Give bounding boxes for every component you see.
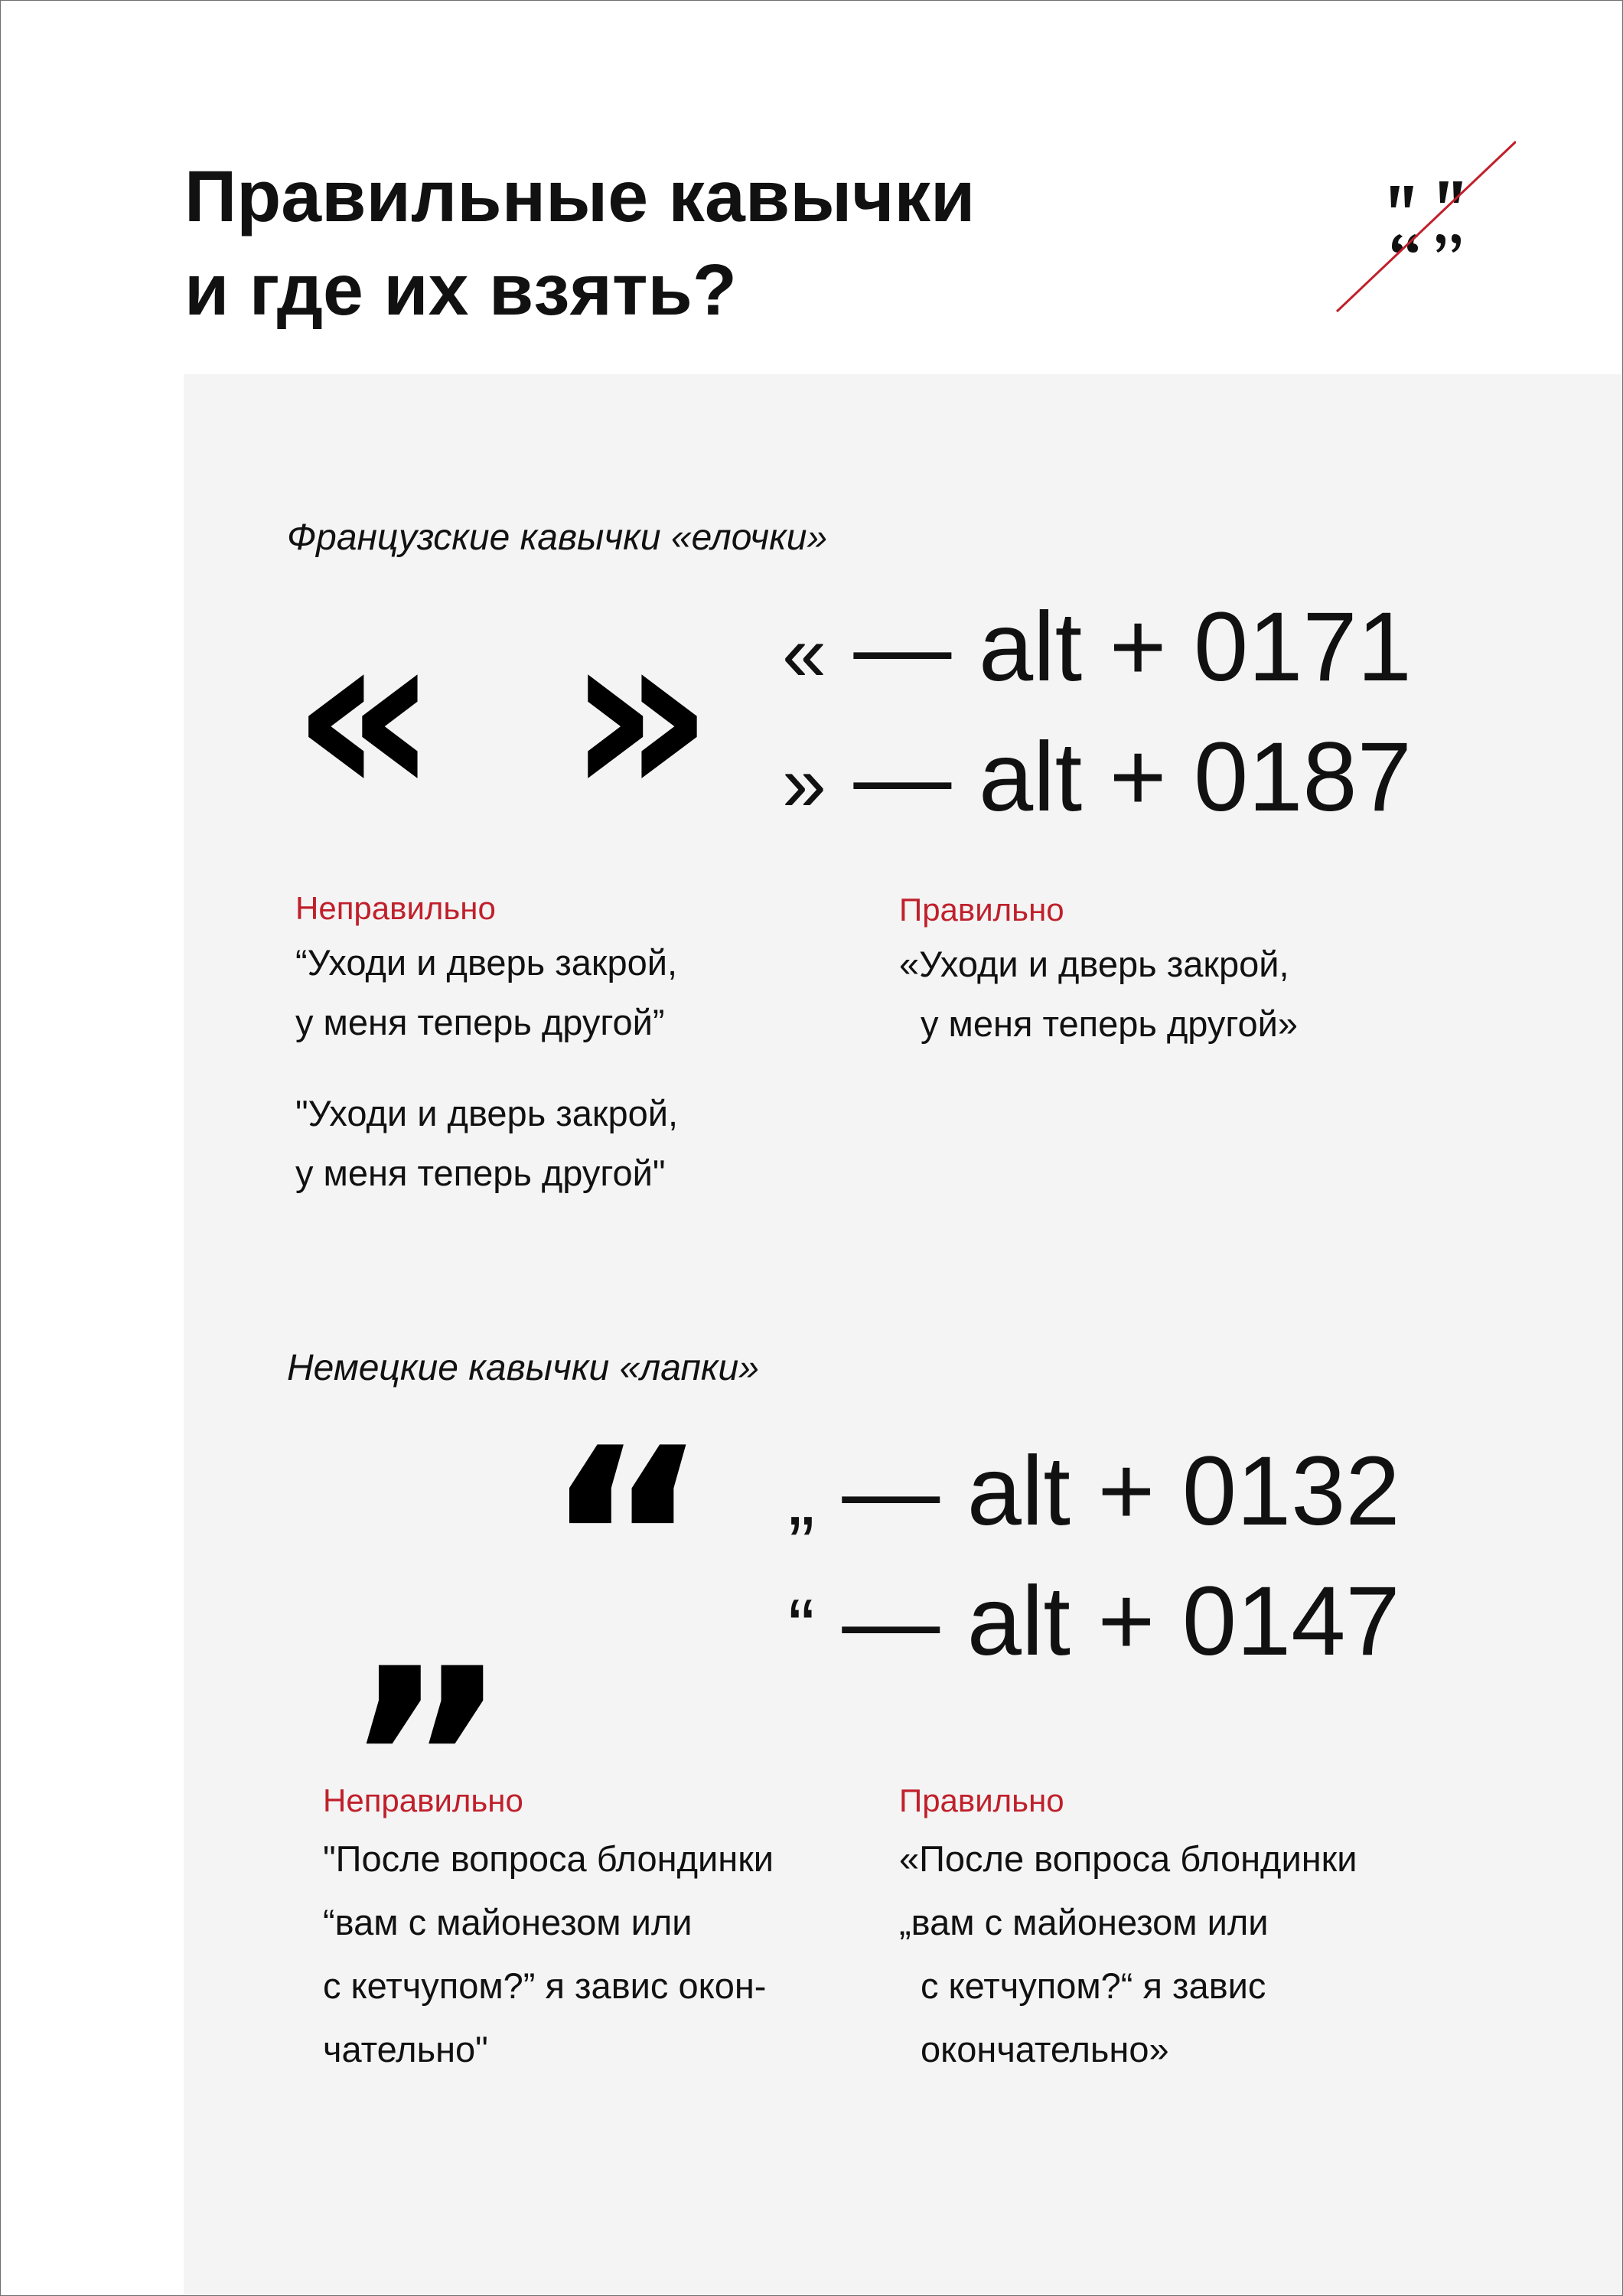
german-upper-quote-glyph: “ bbox=[543, 1394, 709, 1688]
title-line-1: Правильные кавычки bbox=[184, 156, 976, 237]
german-right-label: Правильно bbox=[899, 1782, 1064, 1818]
sample-line: "Уходи и дверь закрой, bbox=[295, 1093, 679, 1133]
code-glyph: „ bbox=[788, 1453, 815, 1542]
sample-line: «Уходи и дверь закрой, bbox=[899, 944, 1289, 984]
french-code-line-1 bbox=[782, 590, 1412, 711]
french-right-example bbox=[899, 934, 1298, 1054]
code-text: — alt + 0171 bbox=[826, 592, 1412, 702]
french-wrong-label: Неправильно bbox=[295, 890, 496, 926]
sample-line: чательно" bbox=[323, 2029, 488, 2069]
sample-line: с кетчупом?“ я завис bbox=[921, 1965, 1266, 2006]
sample-line: у меня теперь другой" bbox=[295, 1153, 666, 1193]
code-glyph: » bbox=[782, 739, 826, 828]
french-open-quote-glyph: « bbox=[291, 581, 439, 848]
sample-line: «После вопроса блондинки bbox=[899, 1838, 1357, 1879]
sample-line: „вам с майонезом или bbox=[899, 1902, 1269, 1942]
french-wrong-example-1 bbox=[295, 933, 677, 1052]
sample-line: у меня теперь другой» bbox=[921, 1003, 1299, 1044]
german-code-line-2 bbox=[788, 1564, 1400, 1685]
german-wrong-label: Неправильно bbox=[323, 1782, 523, 1818]
sample-line: окончательно» bbox=[921, 2029, 1169, 2069]
sample-line: с кетчупом?” я завис окон- bbox=[323, 1965, 767, 2006]
german-code-line-1 bbox=[788, 1434, 1400, 1555]
code-text: — alt + 0132 bbox=[814, 1437, 1400, 1546]
german-wrong-example bbox=[323, 1827, 774, 2081]
sample-line: у меня теперь другой” bbox=[295, 1002, 665, 1042]
code-text: — alt + 0147 bbox=[814, 1567, 1400, 1676]
code-text: — alt + 0187 bbox=[826, 722, 1412, 832]
title-line-2: и где их взять? bbox=[184, 249, 737, 331]
french-right-label: Правильно bbox=[899, 892, 1064, 928]
code-glyph: “ bbox=[788, 1583, 815, 1672]
french-code-line-2 bbox=[782, 720, 1412, 841]
sample-line: “вам с майонезом или bbox=[323, 1902, 693, 1942]
sample-line: "После вопроса блондинки bbox=[323, 1838, 774, 1879]
french-section-label: Французские кавычки «елочки» bbox=[287, 517, 828, 558]
content-panel bbox=[184, 374, 1623, 2296]
crossed-out-quotes-icon bbox=[1332, 139, 1516, 318]
french-wrong-example-2 bbox=[295, 1084, 678, 1203]
german-lower-quote-glyph: „ bbox=[348, 1479, 514, 1773]
german-right-example bbox=[899, 1827, 1357, 2081]
german-section-label: Немецкие кавычки «лапки» bbox=[287, 1348, 759, 1388]
sample-line: “Уходи и дверь закрой, bbox=[295, 942, 678, 983]
code-glyph: « bbox=[782, 609, 826, 698]
french-close-quote-glyph: » bbox=[566, 581, 715, 848]
page-title bbox=[184, 150, 975, 337]
